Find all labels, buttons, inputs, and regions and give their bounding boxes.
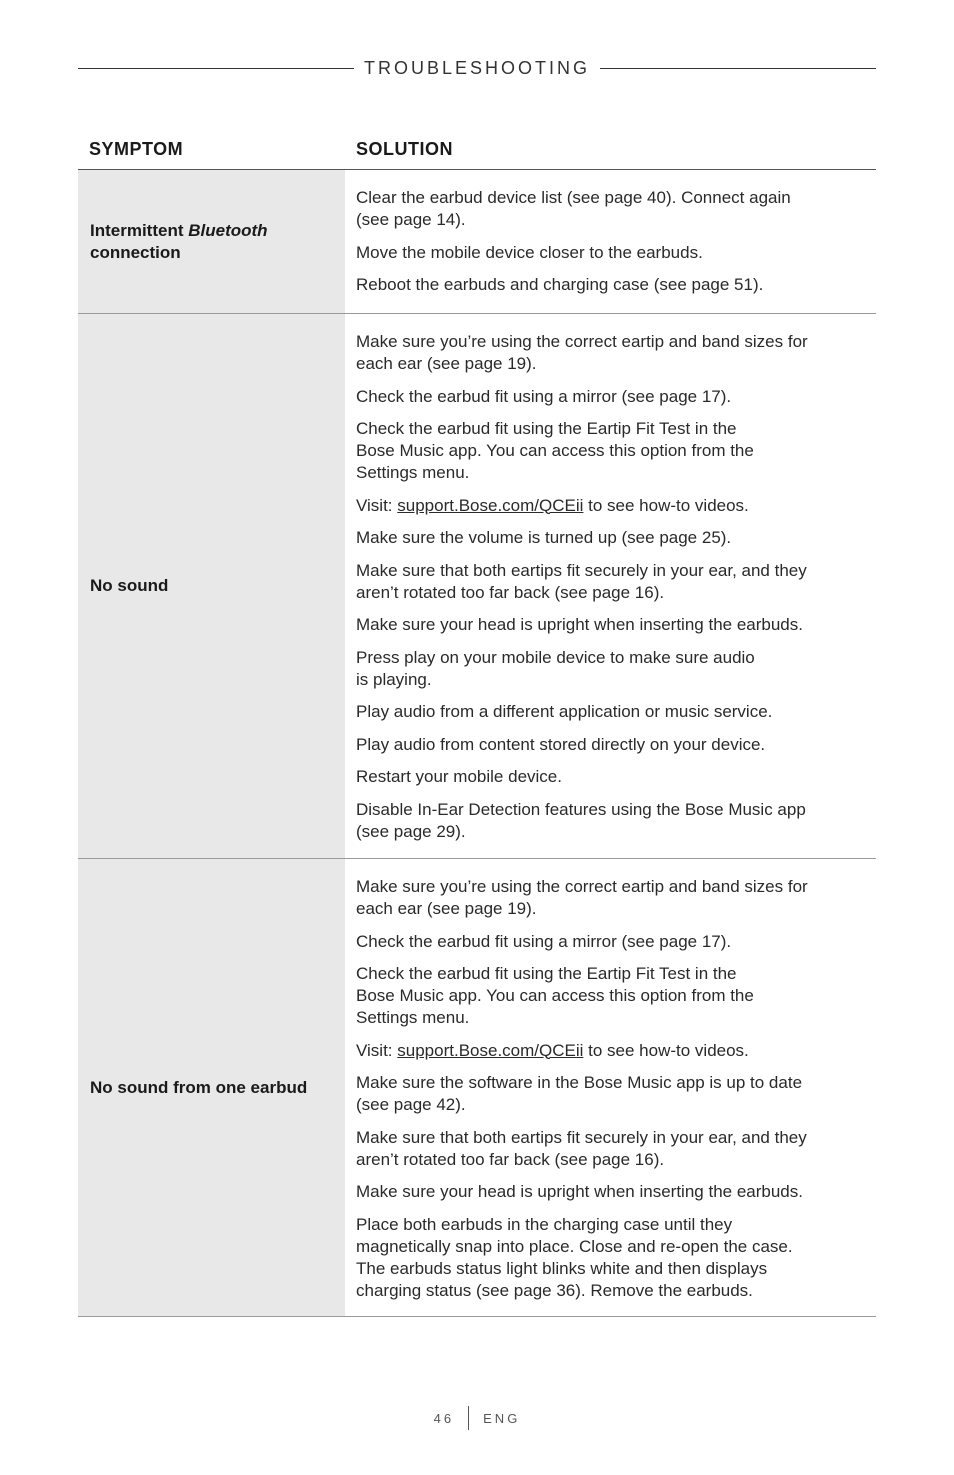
- solution-item: Restart your mobile device.: [356, 767, 562, 786]
- solution-item: Play audio from content stored directly on your device.: [356, 734, 766, 754]
- header-rule-right: [600, 68, 876, 69]
- solution-item: Reboot the earbuds and charging case (see page 51).: [356, 275, 764, 294]
- solution-cell: [345, 170, 876, 313]
- table-row: [78, 314, 876, 859]
- support-link[interactable]: support.Bose.com/QCEii: [397, 1040, 584, 1060]
- solution-column-header: SOLUTION: [356, 139, 453, 159]
- symptom-cell: [78, 314, 345, 858]
- solution-item: Make sure the volume is turned up (see page 25).: [356, 528, 732, 547]
- symptom-text: No sound from one earbud: [90, 1077, 308, 1097]
- symptom-cell: [78, 170, 345, 313]
- section-title: TROUBLESHOOTING: [363, 58, 591, 78]
- solution-item: Make sure the software in the Bose Music app is up to date (see page 42).: [356, 1073, 803, 1114]
- footer-divider: [468, 1406, 469, 1430]
- support-link[interactable]: support.Bose.com/QCEii: [397, 495, 584, 515]
- symptom-column-header: SYMPTOM: [89, 139, 184, 159]
- solution-cell: [345, 859, 876, 1316]
- solution-item: Make sure that both eartips fit securely in your ear, and they aren’t rotated too far back (see page 16).: [356, 560, 807, 602]
- visit-prefix: Visit:: [356, 1040, 398, 1060]
- solution-item: Move the mobile device closer to the earbuds.: [356, 242, 703, 262]
- section-header: [78, 56, 876, 80]
- solution-item: Make sure you’re using the correct eartip and band sizes for each ear (see page 19).: [356, 877, 808, 918]
- solution-item-visit: [356, 1040, 854, 1062]
- solution-item: Press play on your mobile device to make sure audio is playing.: [356, 647, 755, 689]
- symptom-text-italic: Bluetooth: [188, 220, 268, 240]
- symptom-text-line2: connection: [90, 242, 181, 262]
- visit-suffix: to see how-to videos.: [583, 495, 749, 515]
- troubleshooting-table: [78, 130, 876, 1317]
- table-row: [78, 859, 876, 1317]
- solution-item: Place both earbuds in the charging case until they magnetically snap into place. Close and re-open the case. The earbuds status light blinks white and then displays charging status (see page 36). Remove the earbuds.: [356, 1214, 793, 1300]
- solution-item: Disable In-Ear Detection features using the Bose Music app (see page 29).: [356, 799, 806, 841]
- solution-item: Make sure your head is upright when inserting the earbuds.: [356, 615, 803, 634]
- language-code: ENG: [483, 1410, 521, 1426]
- solution-item: Check the earbud fit using the Eartip Fit Test in the Bose Music app. You can access this option from the Settings menu.: [356, 964, 754, 1027]
- solution-item: Make sure you’re using the correct eartip and band sizes for each ear (see page 19).: [356, 332, 808, 373]
- solution-item: Clear the earbud device list (see page 40). Connect again (see page 14).: [356, 188, 791, 229]
- visit-prefix: Visit:: [356, 495, 398, 515]
- symptom-text: No sound: [90, 576, 169, 595]
- page-number: 46: [433, 1410, 455, 1426]
- solution-cell: [345, 314, 876, 858]
- solution-item: Play audio from a different application or music service.: [356, 702, 773, 721]
- solution-item: Check the earbud fit using a mirror (see page 17).: [356, 931, 732, 951]
- solution-item-visit: [356, 495, 854, 517]
- header-rule-left: [78, 68, 354, 69]
- solution-item: Make sure your head is upright when inserting the earbuds.: [356, 1182, 803, 1201]
- solution-item: Check the earbud fit using the Eartip Fit Test in the Bose Music app. You can access this option from the Settings menu.: [356, 419, 754, 482]
- table-row: [78, 170, 876, 314]
- symptom-text: Intermittent: [90, 220, 189, 240]
- solution-item: Check the earbud fit using a mirror (see page 17).: [356, 386, 732, 406]
- table-header: [78, 130, 876, 170]
- page-footer: [0, 1406, 954, 1430]
- visit-suffix: to see how-to videos.: [583, 1040, 749, 1060]
- symptom-cell: [78, 859, 345, 1316]
- solution-item: Make sure that both eartips fit securely in your ear, and they aren’t rotated too far back (see page 16).: [356, 1127, 807, 1169]
